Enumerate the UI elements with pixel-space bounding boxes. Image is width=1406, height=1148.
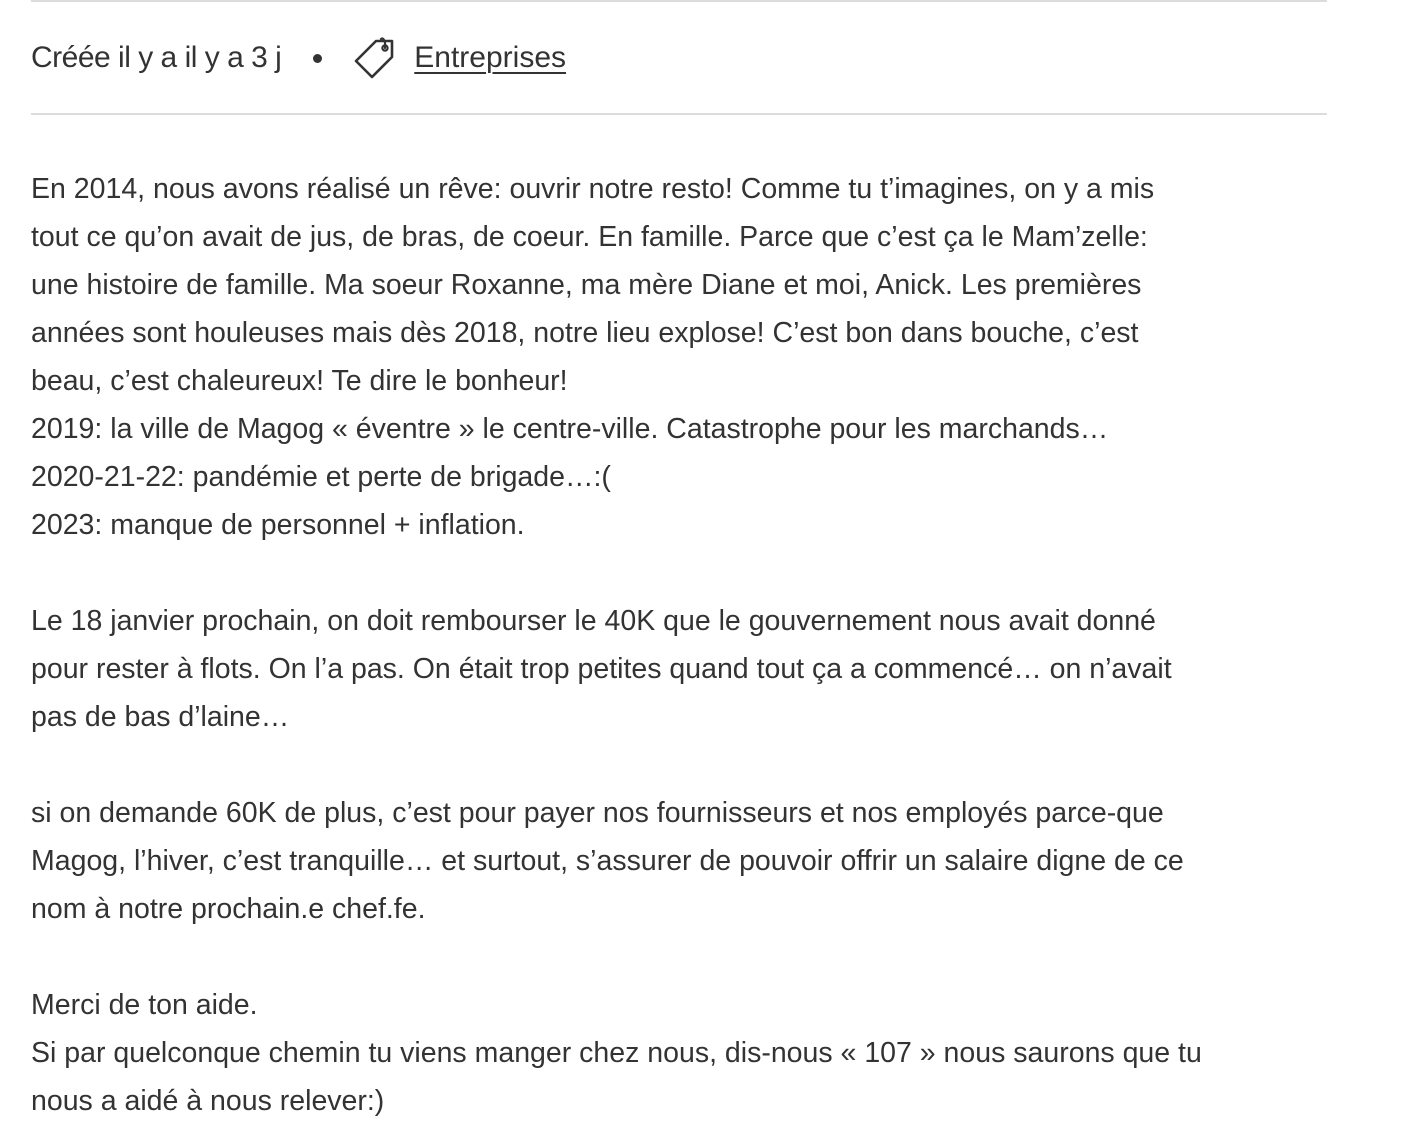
story-meta-row — [31, 32, 566, 84]
story-description: En 2014, nous avons réalisé un rêve: ouvrir notre resto! Comme tu t’imagines, on y a mis tout ce qu’on avait de jus, de bras, de coeur. En famille. Parce que c’est ça le Mam’zelle: une histoire de famille. Ma soeur Roxanne, ma mère Diane et moi, Anick. Les premières années sont houleuses mais dès 2018, notre lieu explose! C’est bon dans bouche, c’est beau, c’est chaleureux! Te dire le bonheur! 2019: la ville de Magog « éventre » le centre-ville. Catastrophe pour les marchands… 2020-21-22: pandémie et perte de brigade…:( 2023: manque de personnel + inflation. Le 18 janvier prochain, on doit rembourser le 40K que le gouvernement nous avait donné pour rester à flots. On l’a pas. On était trop petites quand tout ça a commencé… on n’avait pas de bas d’laine… si on demande 60K de plus, c’est pour payer nos fournisseurs et nos employés parce-que Magog, l’hiver, c’est tranquille… et surtout, s’assurer de pouvoir offrir un salaire digne de ce nom à notre prochain.e chef.fe. Merci de ton aide. Si par quelconque chemin tu viens manger chez nous, dis-nous « 107 » nous saurons que tu nous a aidé à nous relever:) — [31, 173, 1202, 1117]
category-link[interactable]: Entreprises — [414, 41, 567, 74]
top-divider — [31, 0, 1327, 2]
separator-bullet — [313, 54, 322, 63]
tag-icon — [352, 35, 398, 81]
created-date: Créée il y a il y a 3 j — [31, 41, 282, 74]
meta-divider — [31, 113, 1327, 115]
